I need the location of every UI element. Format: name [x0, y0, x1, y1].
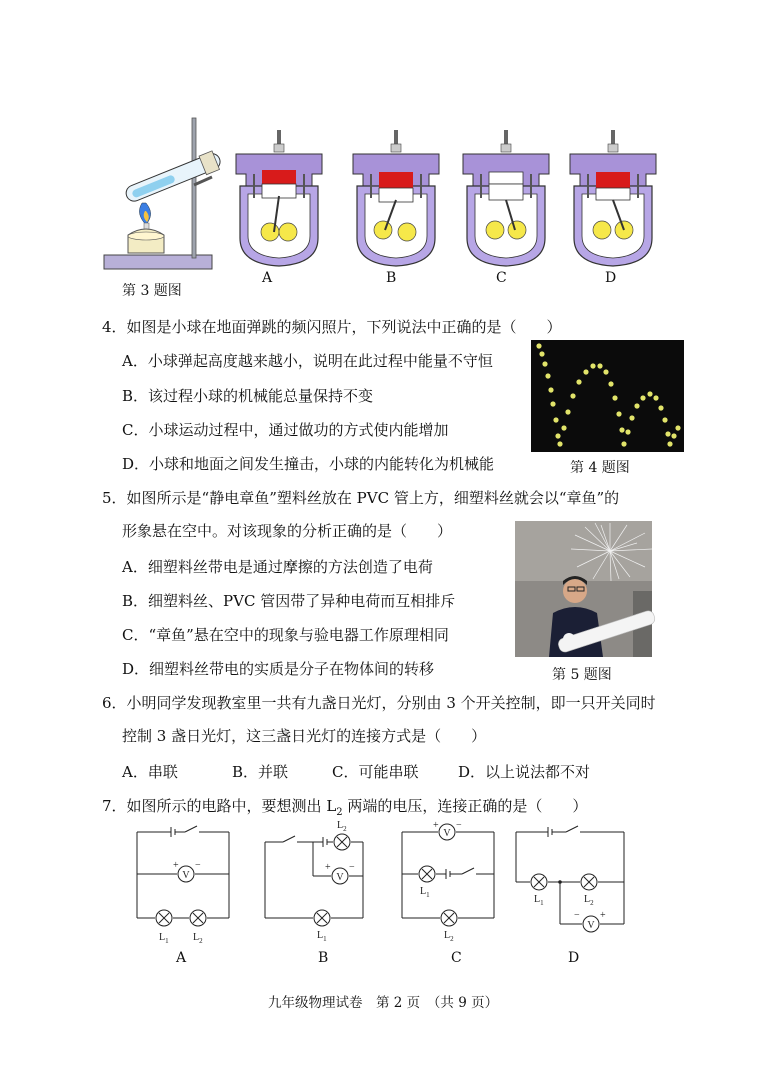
svg-text:+: + [325, 862, 331, 873]
q5-stem-line1: 5．如图所示是“静电章鱼”塑料丝放在 PVC 管上方，细塑料丝就会以“章鱼”的 [102, 489, 620, 507]
engine-shape [236, 130, 322, 266]
svg-text:+: + [600, 910, 606, 921]
q5-option-b: B．细塑料丝、PVC 管因带了异种电荷而互相排斥 [122, 592, 456, 610]
q5-caption: 第 5 题图 [552, 667, 612, 683]
svg-text:L1: $L_1$ [159, 932, 169, 945]
q4-option-d: D．小球和地面之间发生撞击，小球的内能转化为机械能 [122, 455, 495, 473]
circuit-c-label: C [451, 950, 462, 966]
svg-text:+: + [433, 820, 439, 831]
engine-c-label: C [496, 270, 507, 286]
q6-stem-line1: 6．小明同学发现教室里一共有九盏日光灯，分别由 3 个开关控制，即一只开关同时 [102, 694, 656, 712]
q6-option-d: D．以上说法都不对 [458, 763, 591, 781]
q5-option-d: D．细塑料丝带电的实质是分子在物体间的转移 [122, 660, 435, 678]
q3-caption: 第 3 题图 [122, 283, 182, 299]
static-octopus-photo [515, 521, 652, 657]
circuit-b-diagram [261, 818, 371, 943]
circuit-d-label: D [568, 950, 580, 966]
svg-text:−: − [456, 820, 462, 831]
engine-d-label: D [605, 270, 617, 286]
circuit-d-voltmeter: V [587, 920, 595, 931]
page-footer: 九年级物理试卷 第 2 页 （共 9 页） [268, 995, 499, 1011]
q6-stem-line2: 控制 3 盏日光灯，这三盏日光灯的连接方式是（ ） [122, 727, 487, 745]
q4-option-a: A．小球弹起高度越来越小，说明在此过程中能量不守恒 [122, 352, 493, 370]
svg-text:−: − [574, 910, 580, 921]
bouncing-ball-photo [531, 340, 684, 452]
svg-text:−: − [349, 862, 355, 873]
q6-option-a: A．串联 [122, 763, 178, 781]
circuit-a-label: A [176, 950, 187, 966]
svg-text:L2: $L_2$ [193, 932, 203, 945]
engine-stroke-b-illustration [347, 128, 447, 268]
svg-text:L1: $L_1$ [317, 930, 327, 943]
engine-b-label: B [386, 270, 397, 286]
q6-option-b: B．并联 [232, 763, 289, 781]
circuit-b-label: B [318, 950, 329, 966]
q5-option-c: C．“章鱼”悬在空中的现象与验电器工作原理相同 [122, 626, 449, 644]
svg-text:L1: $L_1$ [534, 894, 544, 907]
q4-caption: 第 4 题图 [570, 460, 630, 476]
circuit-c-diagram [398, 820, 498, 943]
svg-text:L2: $L_2$ [444, 930, 454, 943]
svg-text:+: + [173, 860, 179, 871]
circuit-a-voltmeter: V [182, 870, 190, 881]
test-tube-apparatus-illustration [102, 115, 232, 275]
svg-text:L2: $L_2$ [337, 820, 347, 833]
svg-text:−: − [195, 860, 201, 871]
q4-stem: 4．如图是小球在地面弹跳的频闪照片，下列说法中正确的是（ ） [102, 318, 562, 336]
circuit-a-diagram [133, 822, 233, 945]
svg-text:L2: $L_2$ [584, 894, 594, 907]
circuit-c-voltmeter: V [443, 828, 451, 839]
q4-option-b: B．该过程小球的机械能总量保持不变 [122, 387, 374, 405]
engine-stroke-d-illustration [564, 128, 664, 268]
engine-stroke-c-illustration [457, 128, 557, 268]
q7-stem: 7．如图所示的电路中，要想测出 $L_2$ 两端的电压，连接正确的是（ ） [102, 797, 588, 818]
engine-stroke-a-illustration [230, 128, 330, 268]
q5-stem-line2: 形象悬在空中。对该现象的分析正确的是（ ） [122, 522, 453, 540]
circuit-d-diagram [512, 820, 632, 940]
engine-a-label: A [262, 270, 273, 286]
svg-text:L1: $L_1$ [420, 886, 430, 899]
q5-option-a: A．细塑料丝带电是通过摩擦的方法创造了电荷 [122, 558, 433, 576]
q4-option-c: C．小球运动过程中，通过做功的方式使内能增加 [122, 421, 449, 439]
circuit-b-voltmeter: V [336, 872, 344, 883]
q6-option-c: C．可能串联 [332, 763, 419, 781]
